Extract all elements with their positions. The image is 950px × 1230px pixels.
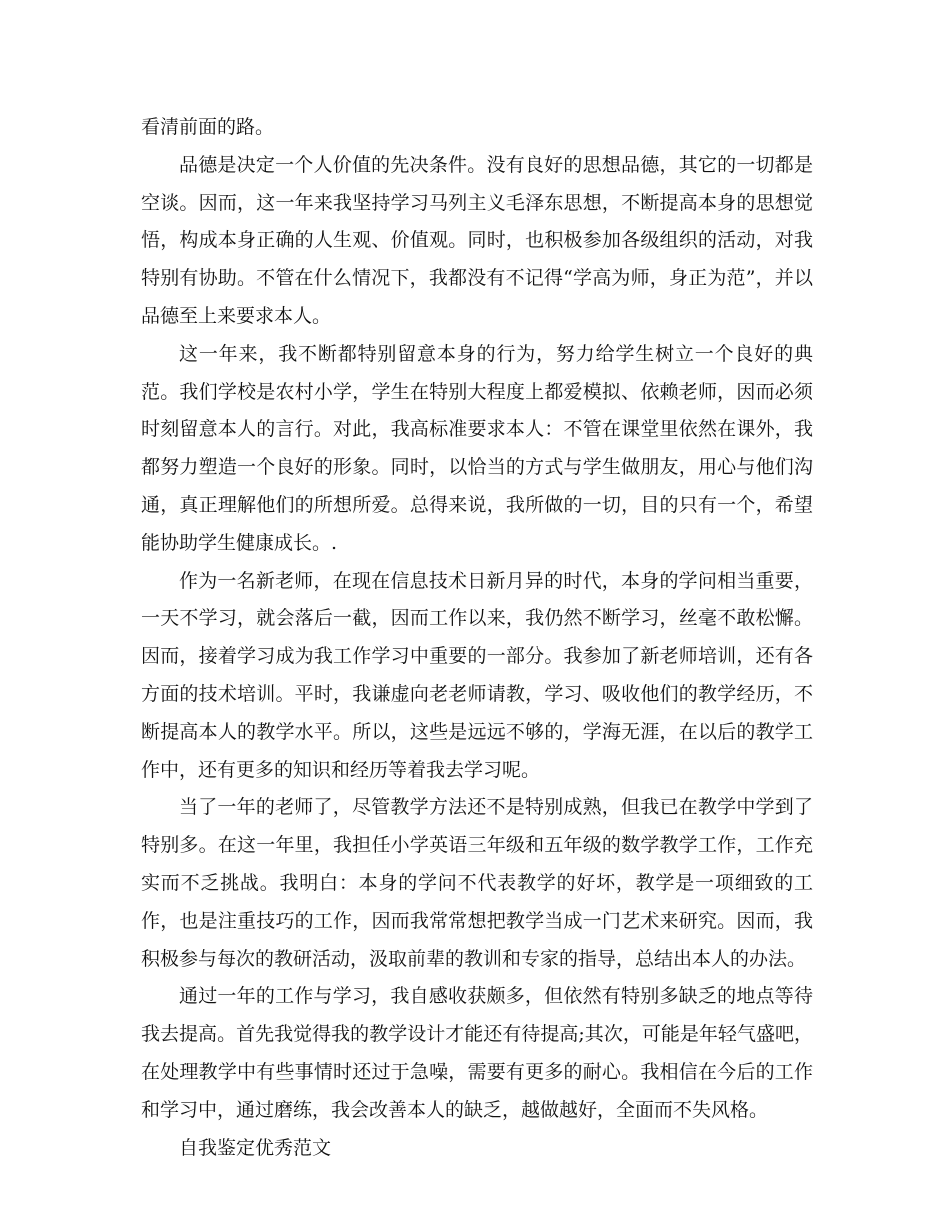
paragraph-continuation: 看清前面的路。 [141, 116, 275, 138]
paragraph-learning: 作为一名新老师，在现在信息技术日新月异的时代，本身的学问相当重要，一天不学习，就会落后一截，因而工作以来，我仍然不断学习，丝毫不敢松懈。因而，接着学习成为我工作学习中重要的一部分。我参加了新老师培训，还有各方面的技术培训。平时，我谦虚向老老师请教，学习、吸收他们的教学经历，不断提高本人的教学水平。所以，这些是远远不够的，学海无涯，在以后的教学工作中，还有更多的知识和经历等着我去学习呢。 [141, 569, 813, 781]
section-heading: 自我鉴定优秀范文 [179, 1136, 332, 1159]
paragraph-character: 品德是决定一个人价值的先决条件。没有良好的思想品德，其它的一切都是空谈。因而，这一年来我坚持学习马列主义毛泽东思想，不断提高本身的思想觉悟，构成本身正确的人生观、价值观。同时，也积极参加各级组织的活动，对我特别有协助。不管在什么情况下，我都没有不记得“学高为师，身正为范”，并以品德至上来要求本人。 [141, 153, 813, 327]
document-body [141, 109, 813, 1167]
paragraph-improvement: 通过一年的工作与学习，我自感收获颇多，但依然有特别多缺乏的地点等待我去提高。首先我觉得我的教学设计才能还有待提高;其次，可能是年轻气盛吧，在处理教学中有些事情时还过于急噪，需要有更多的耐心。我相信在今后的工作和学习中，通过磨练，我会改善本人的缺乏，越做越好，全面而不失风格。 [141, 985, 813, 1121]
paragraph-teaching: 当了一年的老师了，尽管教学方法还不是特别成熟，但我已在教学中学到了特别多。在这一年里，我担任小学英语三年级和五年级的数学教学工作，工作充实而不乏挑战。我明白：本身的学问不代表教学的好坏，教学是一项细致的工作，也是注重技巧的工作，因而我常常想把教学当成一门艺术来研究。因而，我积极参与每次的教研活动，汲取前辈的教训和专家的指导，总结出本人的办法。 [141, 796, 813, 970]
paragraph-role-model: 这一年来，我不断都特别留意本身的行为，努力给学生树立一个良好的典范。我们学校是农村小学，学生在特别大程度上都爱模拟、依赖老师，因而必须时刻留意本人的言行。对此，我高标准要求本人：不管在课堂里依然在课外，我都努力塑造一个良好的形象。同时，以恰当的方式与学生做朋友，用心与他们沟通，真正理解他们的所想所爱。总得来说，我所做的一切，目的只有一个，希望能协助学生健康成长。. [141, 342, 813, 554]
